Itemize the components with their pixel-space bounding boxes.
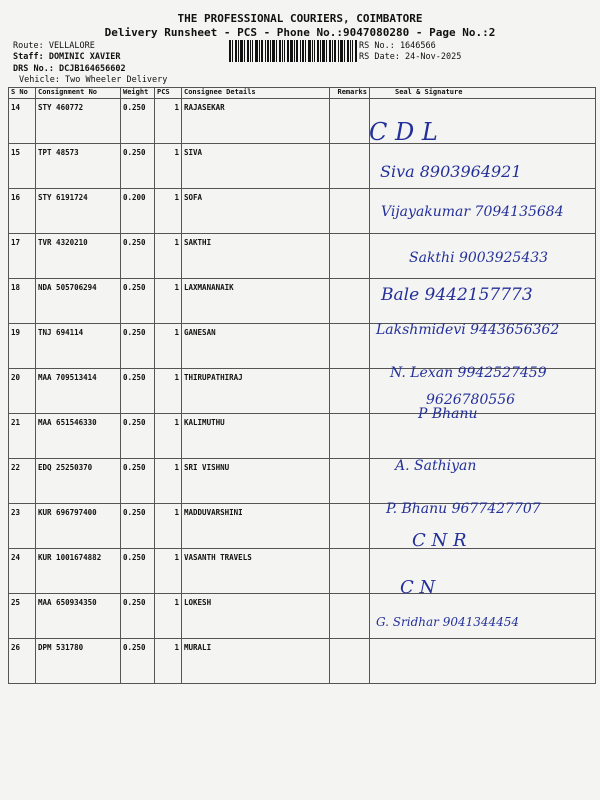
cell-weight: 0.250 <box>121 99 155 144</box>
cell-weight: 0.250 <box>121 279 155 324</box>
cell-pcs: 1 <box>155 594 182 639</box>
cell-remarks <box>330 189 370 234</box>
cell-pcs: 1 <box>155 414 182 459</box>
cell-signature <box>370 639 596 684</box>
cell-consignee: MURALI <box>182 639 330 684</box>
route-label: Route: VELLALORE <box>13 41 95 51</box>
table-row <box>9 459 596 504</box>
cell-remarks <box>330 369 370 414</box>
signature-18: Bale 9442157773 <box>381 285 533 305</box>
cell-consignment-no: TVR 4320210 <box>36 234 121 279</box>
cell-consignee: SRI VISHNU <box>182 459 330 504</box>
cell-weight: 0.250 <box>121 504 155 549</box>
staff-label: Staff: DOMINIC XAVIER <box>13 52 121 62</box>
signature-15: Siva 8903964921 <box>380 162 522 181</box>
col-consignee: Consignee Details <box>182 88 330 99</box>
cell-signature <box>370 414 596 459</box>
table-row <box>9 414 596 459</box>
cell-weight: 0.250 <box>121 234 155 279</box>
cell-sno: 19 <box>9 324 36 369</box>
cell-consignment-no: KUR 1001674882 <box>36 549 121 594</box>
cell-consignee: VASANTH TRAVELS <box>182 549 330 594</box>
signature-24: P. Bhanu 9677427707 <box>386 501 541 517</box>
cell-remarks <box>330 504 370 549</box>
cell-sno: 15 <box>9 144 36 189</box>
cell-consignment-no: EDQ 25250370 <box>36 459 121 504</box>
cell-sno: 24 <box>9 549 36 594</box>
cell-remarks <box>330 99 370 144</box>
cell-sno: 26 <box>9 639 36 684</box>
signature-16: Vijayakumar 7094135684 <box>381 204 564 220</box>
cell-consignment-no: MAA 651546330 <box>36 414 121 459</box>
cell-pcs: 1 <box>155 144 182 189</box>
cell-consignee: SAKTHI <box>182 234 330 279</box>
cell-sno: 23 <box>9 504 36 549</box>
cell-consignment-no: STY 460772 <box>36 99 121 144</box>
signature-20: N. Lexan 9942527459 <box>390 365 547 381</box>
table-row <box>9 639 596 684</box>
cell-consignment-no: TNJ 694114 <box>36 324 121 369</box>
rs-number: RS No.: 1646566 <box>359 41 436 51</box>
signature-23: A. Sathiyan <box>395 458 477 474</box>
col-sno: S No <box>9 88 36 99</box>
cell-consignee: THIRUPATHIRAJ <box>182 369 330 414</box>
cell-weight: 0.250 <box>121 369 155 414</box>
cell-consignee: SOFA <box>182 189 330 234</box>
cell-consignee: SIVA <box>182 144 330 189</box>
cell-consignee: GANESAN <box>182 324 330 369</box>
cell-pcs: 1 <box>155 369 182 414</box>
cell-pcs: 1 <box>155 639 182 684</box>
cell-remarks <box>330 459 370 504</box>
cell-remarks <box>330 414 370 459</box>
cell-consignment-no: DPM 531780 <box>36 639 121 684</box>
col-consignment: Consignment No <box>36 88 121 99</box>
cell-sno: 25 <box>9 594 36 639</box>
col-weight: Weight <box>121 88 155 99</box>
runsheet-subtitle: Delivery Runsheet - PCS - Phone No.:9047080280 - Page No.:2 <box>104 26 496 39</box>
cell-pcs: 1 <box>155 279 182 324</box>
cell-weight: 0.250 <box>121 414 155 459</box>
cell-remarks <box>330 639 370 684</box>
cell-weight: 0.200 <box>121 189 155 234</box>
signature-14: C D L <box>369 118 438 146</box>
signature-21: 9626780556 <box>426 392 516 408</box>
cell-weight: 0.250 <box>121 594 155 639</box>
cell-consignment-no: TPT 48573 <box>36 144 121 189</box>
cell-sno: 18 <box>9 279 36 324</box>
table-row <box>9 549 596 594</box>
signature-24b: C N R <box>412 530 467 551</box>
signature-19: Lakshmidevi 9443656362 <box>376 322 560 338</box>
cell-sno: 16 <box>9 189 36 234</box>
signature-25: C N <box>400 577 436 598</box>
cell-weight: 0.250 <box>121 639 155 684</box>
table-row <box>9 99 596 144</box>
cell-consignee: LAXMANANAIK <box>182 279 330 324</box>
company-name: THE PROFESSIONAL COURIERS, COIMBATORE <box>177 12 423 25</box>
cell-consignee: MADDUVARSHINI <box>182 504 330 549</box>
cell-remarks <box>330 594 370 639</box>
cell-remarks <box>330 324 370 369</box>
cell-weight: 0.250 <box>121 459 155 504</box>
cell-remarks <box>330 549 370 594</box>
cell-sno: 17 <box>9 234 36 279</box>
cell-weight: 0.250 <box>121 144 155 189</box>
signature-21b: P Bhanu <box>418 406 478 422</box>
cell-pcs: 1 <box>155 189 182 234</box>
rs-date: RS Date: 24-Nov-2025 <box>359 52 462 62</box>
signature-17: Sakthi 9003925433 <box>409 250 549 266</box>
cell-sno: 20 <box>9 369 36 414</box>
cell-consignment-no: STY 6191724 <box>36 189 121 234</box>
col-pcs: PCS <box>155 88 182 99</box>
cell-remarks <box>330 144 370 189</box>
barcode-image <box>229 40 357 62</box>
cell-remarks <box>330 279 370 324</box>
cell-remarks <box>330 234 370 279</box>
cell-sno: 22 <box>9 459 36 504</box>
cell-consignment-no: MAA 709513414 <box>36 369 121 414</box>
cell-consignee: RAJASEKAR <box>182 99 330 144</box>
col-remarks: Remarks <box>330 88 370 99</box>
cell-consignee: KALIMUTHU <box>182 414 330 459</box>
cell-consignment-no: MAA 650934350 <box>36 594 121 639</box>
signature-26: G. Sridhar 9041344454 <box>376 615 520 629</box>
cell-weight: 0.250 <box>121 324 155 369</box>
cell-pcs: 1 <box>155 99 182 144</box>
cell-consignee: LOKESH <box>182 594 330 639</box>
cell-sno: 14 <box>9 99 36 144</box>
cell-pcs: 1 <box>155 324 182 369</box>
drs-number: DRS No.: DCJB164656602 <box>13 64 126 74</box>
table-header-row <box>9 88 596 99</box>
cell-consignment-no: KUR 696797400 <box>36 504 121 549</box>
cell-sno: 21 <box>9 414 36 459</box>
cell-weight: 0.250 <box>121 549 155 594</box>
cell-pcs: 1 <box>155 234 182 279</box>
vehicle-label: Vehicle: Two Wheeler Delivery <box>19 75 168 85</box>
col-signature: Seal & Signature <box>370 88 596 99</box>
cell-pcs: 1 <box>155 459 182 504</box>
cell-consignment-no: NDA 505706294 <box>36 279 121 324</box>
cell-pcs: 1 <box>155 504 182 549</box>
cell-pcs: 1 <box>155 549 182 594</box>
